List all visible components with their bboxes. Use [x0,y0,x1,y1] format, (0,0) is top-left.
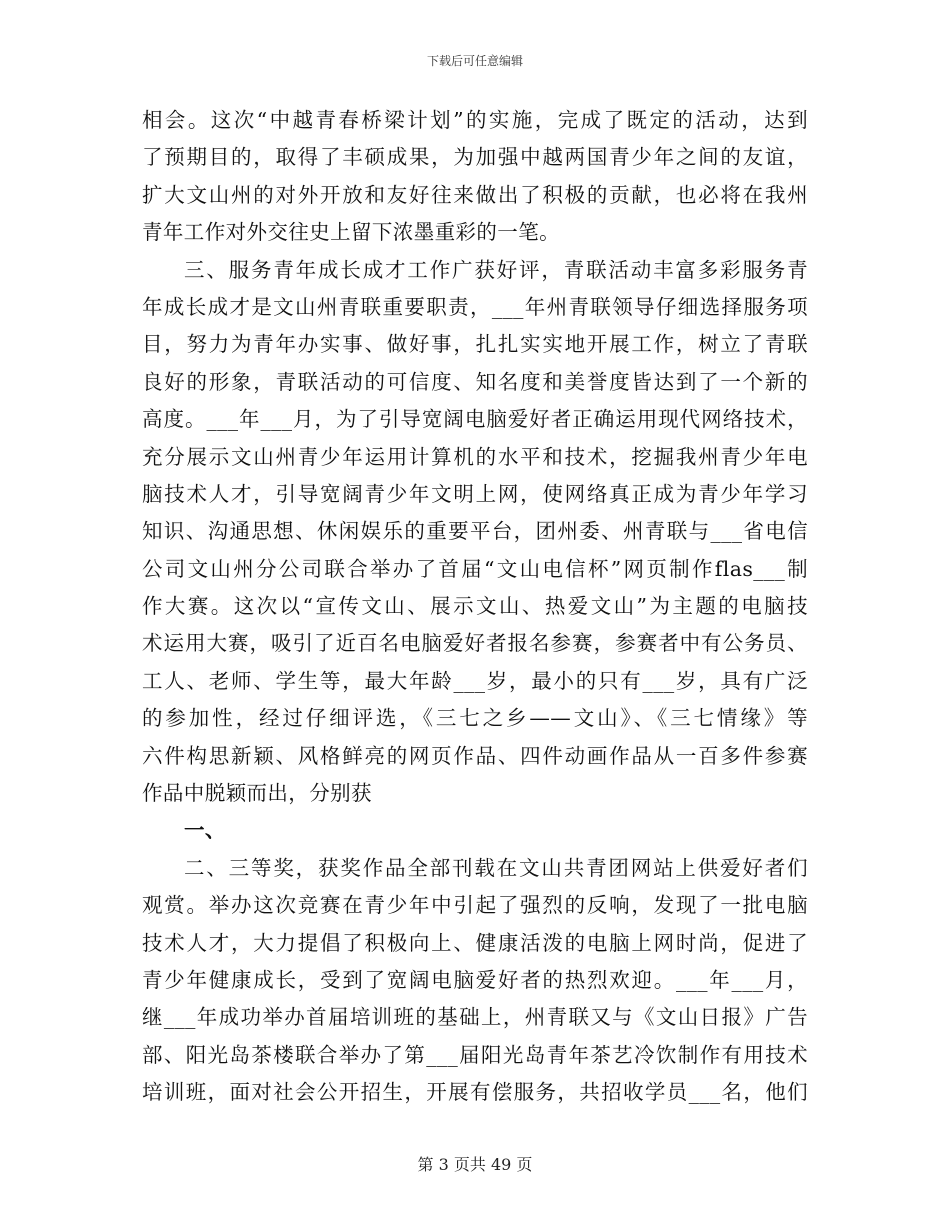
section-heading: 一、 [184,818,226,843]
body-line: 目，努力为青年办实事、做好事，扎扎实实地开展工作，树立了青联 [142,332,808,357]
body-line: 公司文山州分公司联合举办了首届“文山电信杯”网页制作flas___制 [142,556,808,581]
page-number: 第 3 页共 49 页 [417,1155,533,1174]
body-line: 高度。___年___月，为了引导宽阔电脑爱好者正确运用现代网络技术， [142,407,808,432]
body-line: 六件构思新颖、风格鲜亮的网页作品、四件动画作品从一百多件参赛 [142,743,808,768]
body-line: 工人、老师、学生等，最大年龄___岁，最小的只有___岁，具有广泛 [142,668,808,693]
body-line: 扩大文山州的对外开放和友好往来做出了积极的贡献，也必将在我州 [142,182,808,207]
body-line: 充分展示文山州青少年运用计算机的水平和技术，挖掘我州青少年电 [142,444,808,469]
body-line: 观赏。举办这次竞赛在青少年中引起了强烈的反响，发现了一批电脑 [142,893,808,918]
body-line: 技术人才，大力提倡了积极向上、健康活泼的电脑上网时尚，促进了 [142,930,808,955]
body-line: 知识、沟通思想、休闲娱乐的重要平台，团州委、州青联与___省电信 [142,519,808,544]
body-line: 了预期目的，取得了丰硕成果，为加强中越两国青少年之间的友谊， [142,145,808,170]
body-line: 良好的形象，青联活动的可信度、知名度和美誉度皆达到了一个新的 [142,369,808,394]
body-line: 青年工作对外交往史上留下浓墨重彩的一笔。 [142,220,560,245]
page-header: 下载后可任意编辑 [426,54,523,68]
body-line: 脑技术人才，引导宽阔青少年文明上网，使网络真正成为青少年学习 [142,481,808,506]
body-line: 相会。这次“中越青春桥梁计划”的实施，完成了既定的活动，达到 [142,108,808,132]
body-line: 部、阳光岛茶楼联合举办了第___届阳光岛青年茶艺冷饮制作有用技术 [142,1042,808,1067]
body-line: 作大赛。这次以“宣传文山、展示文山、热爱文山”为主题的电脑技 [142,594,808,619]
body-line: 二、三等奖，获奖作品全部刊载在文山共青团网站上供爱好者们 [184,855,808,880]
body-line: 三、服务青年成长成才工作广获好评，青联活动丰富多彩服务青 [184,257,808,282]
document-body [142,102,808,1112]
body-line: 培训班，面对社会公开招生，开展有偿服务，共招收学员___名，他们 [142,1080,808,1105]
body-line: 继___年成功举办首届培训班的基础上，州青联又与《文山日报》广告 [142,1005,808,1030]
body-line: 术运用大赛，吸引了近百名电脑爱好者报名参赛，参赛者中有公务员、 [142,631,808,656]
body-line: 青少年健康成长，受到了宽阔电脑爱好者的热烈欢迎。___年___月， [142,967,808,992]
body-line: 的参加性，经过仔细评选，《三七之乡——文山》、《三七情缘》等 [142,706,808,731]
body-line: 作品中脱颖而出，分别获 [142,781,372,806]
body-line: 年成长成才是文山州青联重要职责，___年州青联领导仔细选择服务项 [142,294,808,319]
